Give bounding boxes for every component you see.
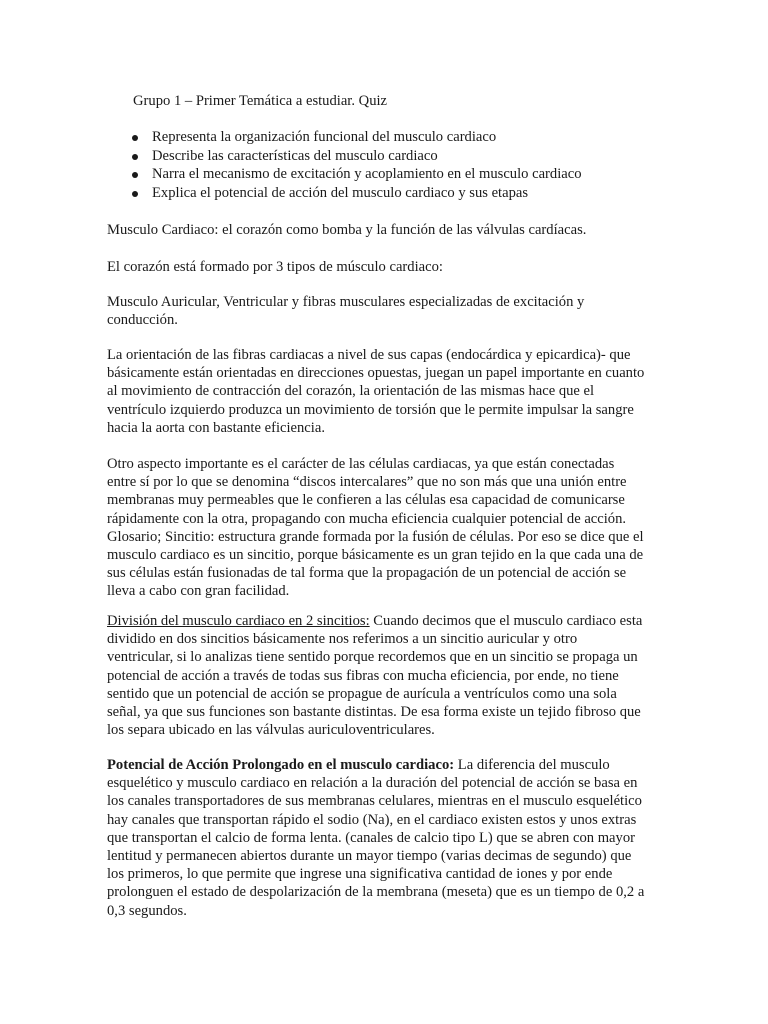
text-line: 0,3 segundos. <box>107 902 187 919</box>
paragraph-cardiac-muscle-title: Musculo Cardiaco: el corazón como bomba y la función de las válvulas cardíacas. <box>107 222 587 238</box>
text-line: dividido en dos sincitios básicamente nos referimos a un sincitio auricular y otro <box>107 631 578 648</box>
text-line: que transportan el calcio de forma lenta. (canales de calcio tipo L) que se abren con mayor <box>107 829 635 846</box>
document-heading: Grupo 1 – Primer Temática a estudiar. Quiz <box>133 93 388 109</box>
text-line: esquelético y musculo cardiaco en relación a la duración del potencial de acción se basa en <box>107 775 638 792</box>
bullet-item: Describe las características del musculo cardiaco <box>107 147 707 166</box>
paragraph-two-syncytia <box>107 612 672 739</box>
text-line: membranas muy permeables que le confieren a las células esa capacidad de comunicarse <box>107 492 625 509</box>
text-line: Otro aspecto importante es el carácter de las células cardiacas, ya que están conectadas <box>107 456 615 472</box>
section-heading-bold: Potencial de Acción Prolongado en el musculo cardiaco: <box>107 757 455 773</box>
text-line: básicamente están orientadas en direcciones opuestas, juegan un papel importante en cuanto <box>107 365 645 382</box>
text-line: los primeros, lo que permite que ingrese una significativa cantidad de iones y por ende <box>107 866 613 883</box>
text-line: Musculo Auricular, Ventricular y fibras musculares especializadas de excitación y <box>107 294 585 310</box>
topic-bullet-list <box>107 128 707 202</box>
text-line: sus células están fusionadas de tal forma que la propagación de un potencial de acción se <box>107 565 627 582</box>
text-line: prolonguen el estado de despolarización de la membrana (meseta) que es un tiempo de 0,2 a <box>107 884 645 901</box>
text-line: sentido que un potencial de acción se propague de aurícula a ventrículos como una sola <box>107 685 617 702</box>
text-line: conducción. <box>107 312 178 329</box>
text-line: musculo cardiaco es un sincitio, porque básicamente es un gran tejido en la que cada una de <box>107 547 644 564</box>
text-line: lleva a cabo con gran facilidad. <box>107 583 290 600</box>
text-line: La orientación de las fibras cardiacas a nivel de sus capas (endocárdica y epicardica)- que <box>107 347 631 363</box>
paragraph-prolonged-action-potential <box>107 756 672 920</box>
text-line: al movimiento de contracción del corazón, la orientación de las mismas hace que el <box>107 383 595 400</box>
bullet-dot-icon <box>132 154 138 160</box>
bullet-dot-icon <box>132 135 138 141</box>
section-heading-underlined: División del musculo cardiaco en 2 sincitios: <box>107 613 370 629</box>
paragraph-intercalated-discs <box>107 455 672 601</box>
bullet-item: Representa la organización funcional del musculo cardiaco <box>107 128 707 147</box>
paragraph-heart-composition: El corazón está formado por 3 tipos de músculo cardiaco: <box>107 259 443 275</box>
text-line: Potencial de Acción Prolongado en el musculo cardiaco: La diferencia del musculo <box>107 757 610 773</box>
text-line: Glosario; Sincitio: estructura grande formada por la fusión de células. Por eso se dice que el <box>107 528 644 545</box>
text-line: los canales transportadores de sus membranas celulares, mientras en el musculo esquelético <box>107 793 642 810</box>
text-line: entre sí por lo que se denomina “discos intercalares” que no son más que una unión entre <box>107 474 627 491</box>
text-line: hay canales que transportan rápido el sodio (Na), en el cardiaco existen estos y unos extras <box>107 811 637 828</box>
text-line: lentitud y permanecen abiertos durante un mayor tiempo (varias decimas de segundo) que <box>107 848 632 865</box>
text-line: potencial de acción a través de todas sus fibras con mucha eficiencia, por ende, no tiene <box>107 667 619 684</box>
text-line: División del musculo cardiaco en 2 sincitios: Cuando decimos que el musculo cardiaco esta <box>107 613 643 629</box>
text-line: ventricular, si lo analizas tiene sentido porque recordemos que en un sincitio se propaga un <box>107 649 638 666</box>
bullet-item: Narra el mecanismo de excitación y acoplamiento en el musculo cardiaco <box>107 165 707 184</box>
bullet-dot-icon <box>132 191 138 197</box>
paragraph-fiber-orientation <box>107 346 672 437</box>
paragraph-muscle-types <box>107 293 672 329</box>
text-line: ventrículo izquierdo produzca un movimiento de torsión que le permite impulsar la sangre <box>107 401 634 418</box>
text-line: señal, ya que sus funciones son bastante distintas. De esa forma existe un tejido fibroso que <box>107 704 641 721</box>
text-line: hacia la aorta con bastante eficiencia. <box>107 419 325 436</box>
text-line: los separa ubicado en las válvulas auriculoventriculares. <box>107 722 435 739</box>
bullet-item: Explica el potencial de acción del musculo cardiaco y sus etapas <box>107 184 707 203</box>
bullet-dot-icon <box>132 172 138 178</box>
text-line: rápidamente con la otra, propagando con mucha eficiencia cualquier potencial de acción. <box>107 510 627 527</box>
